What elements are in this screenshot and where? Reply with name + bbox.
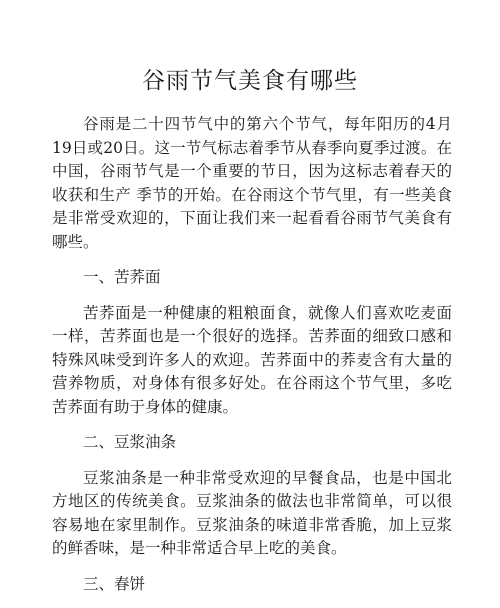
section-paragraph-1: 苦荞面是一种健康的粗粮面食，就像人们喜欢吃麦面一样，苦荞面也是一个很好的选择。苦荞面的细致口感和特殊风味受到许多人的欢迎。苦荞面中的荞麦含有大量的营养物质，对身体有很多好处。在谷雨这个节气里，多吃苦荞面有助于身体的健康。 (52, 303, 452, 416)
section-heading-2: 二、豆浆油条 (83, 433, 177, 451)
document-title: 谷雨节气美食有哪些 (142, 68, 358, 94)
section-heading-1: 一、苦荞面 (83, 268, 161, 286)
section-paragraph-2: 豆浆油条是一种非常受欢迎的早餐食品，也是中国北方地区的传统美食。豆浆油条的做法也非常简单，可以很容易地在家里制作。豆浆油条的味道非常香脆，加上豆浆的鲜香味，是一种非常适合早上吃的美食。 (52, 468, 452, 557)
section-heading-3: 三、春饼 (83, 574, 146, 593)
intro-paragraph: 谷雨是二十四节气中的第六个节气，每年阳历的4月19日或20日。这一节气标志着季节从春季向夏季过渡。在中国，谷雨节气是一个重要的节日，因为这标志着春天的收获和生产 季节的开始。在谷雨这个节气里，有一些美食是非常受欢迎的，下面让我们来一起看看谷雨节气美食有哪些。 (52, 115, 452, 251)
document-body (52, 113, 452, 608)
